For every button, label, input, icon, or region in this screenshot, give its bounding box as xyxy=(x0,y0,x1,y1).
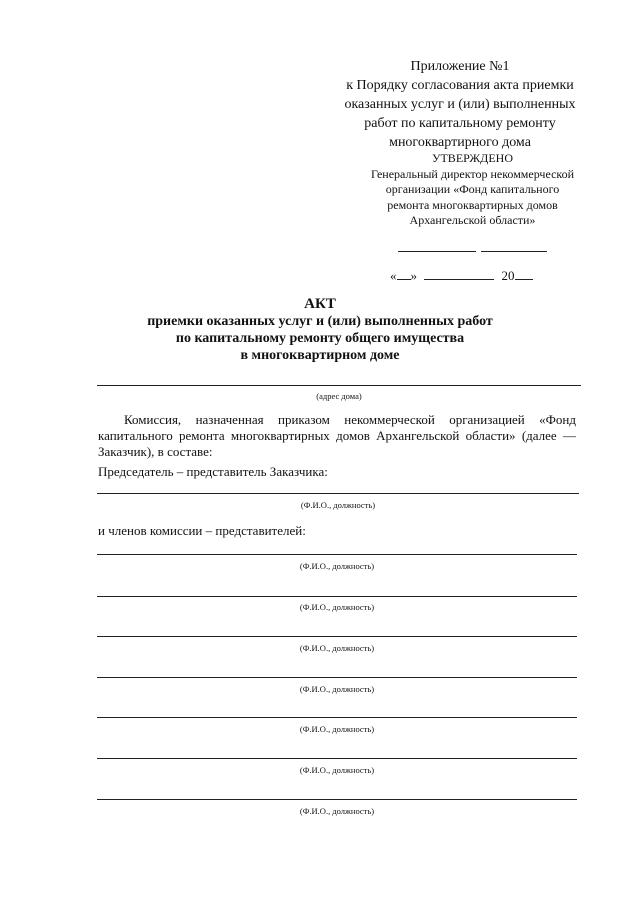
member-field[interactable] xyxy=(97,758,577,759)
member-field[interactable] xyxy=(97,554,577,555)
approval-line-4: Архангельской области» xyxy=(409,213,536,227)
address-field[interactable] xyxy=(97,385,581,386)
approval-line-3: ремонта многоквартирных домов xyxy=(387,197,558,212)
address-caption: (адрес дома) xyxy=(316,391,362,401)
date-year-field[interactable] xyxy=(515,267,533,280)
member-caption: (Ф.И.О., должность) xyxy=(299,643,375,653)
member-caption: (Ф.И.О., должность) xyxy=(299,765,375,775)
signature-name-line[interactable] xyxy=(481,251,547,252)
approval-heading: УТВЕРЖДЕНО xyxy=(431,151,513,165)
members-label: и членов комиссии – представителей: xyxy=(98,523,306,538)
appendix-line-1: Приложение №1 xyxy=(410,59,510,74)
member-field[interactable] xyxy=(97,596,577,597)
title-main: АКТ xyxy=(304,296,336,312)
member-caption: (Ф.И.О., должность) xyxy=(299,806,375,816)
title-line-3: в многоквартирном доме xyxy=(240,348,400,363)
member-field[interactable] xyxy=(97,799,577,800)
member-caption: (Ф.И.О., должность) xyxy=(299,602,375,612)
appendix-block xyxy=(330,57,590,152)
approval-line-2: организации «Фонд капитального xyxy=(385,182,560,196)
member-field[interactable] xyxy=(97,677,577,678)
appendix-line-2: к Порядку согласования акта приемки xyxy=(346,78,574,93)
date-day-field[interactable] xyxy=(397,267,411,280)
document-title xyxy=(130,296,510,364)
appendix-line-5: многоквартирного дома xyxy=(389,135,531,150)
date-close-quote: » xyxy=(410,268,417,283)
date-year-prefix: 20 xyxy=(501,268,515,283)
title-line-1: приемки оказанных услуг и (или) выполненных работ xyxy=(147,314,493,329)
appendix-line-3: оказанных услуг и (или) выполненных xyxy=(344,97,576,112)
member-field[interactable] xyxy=(97,717,577,718)
approval-date xyxy=(390,267,533,284)
date-month-field[interactable] xyxy=(424,267,494,280)
chairman-field[interactable] xyxy=(97,493,579,494)
approval-line-1: Генеральный директор некоммерческой xyxy=(370,166,575,181)
commission-paragraph: Комиссия, назначенная приказом некоммерческой организацией «Фонд капитального ремонта многоквартирных домов Архангельской области» (далее — Заказчик), в составе: xyxy=(98,412,576,459)
member-caption: (Ф.И.О., должность) xyxy=(299,684,375,694)
member-caption: (Ф.И.О., должность) xyxy=(299,724,375,734)
approval-block xyxy=(360,151,585,229)
appendix-line-4: работ по капитальному ремонту xyxy=(364,116,556,131)
member-field[interactable] xyxy=(97,636,577,637)
chairman-label: Председатель – представитель Заказчика: xyxy=(98,464,328,479)
signature-line[interactable] xyxy=(398,251,476,252)
title-line-2: по капитальному ремонту общего имущества xyxy=(175,331,465,346)
date-open-quote: « xyxy=(390,268,397,283)
chairman-caption: (Ф.И.О., должность) xyxy=(300,500,376,510)
member-caption: (Ф.И.О., должность) xyxy=(299,561,375,571)
